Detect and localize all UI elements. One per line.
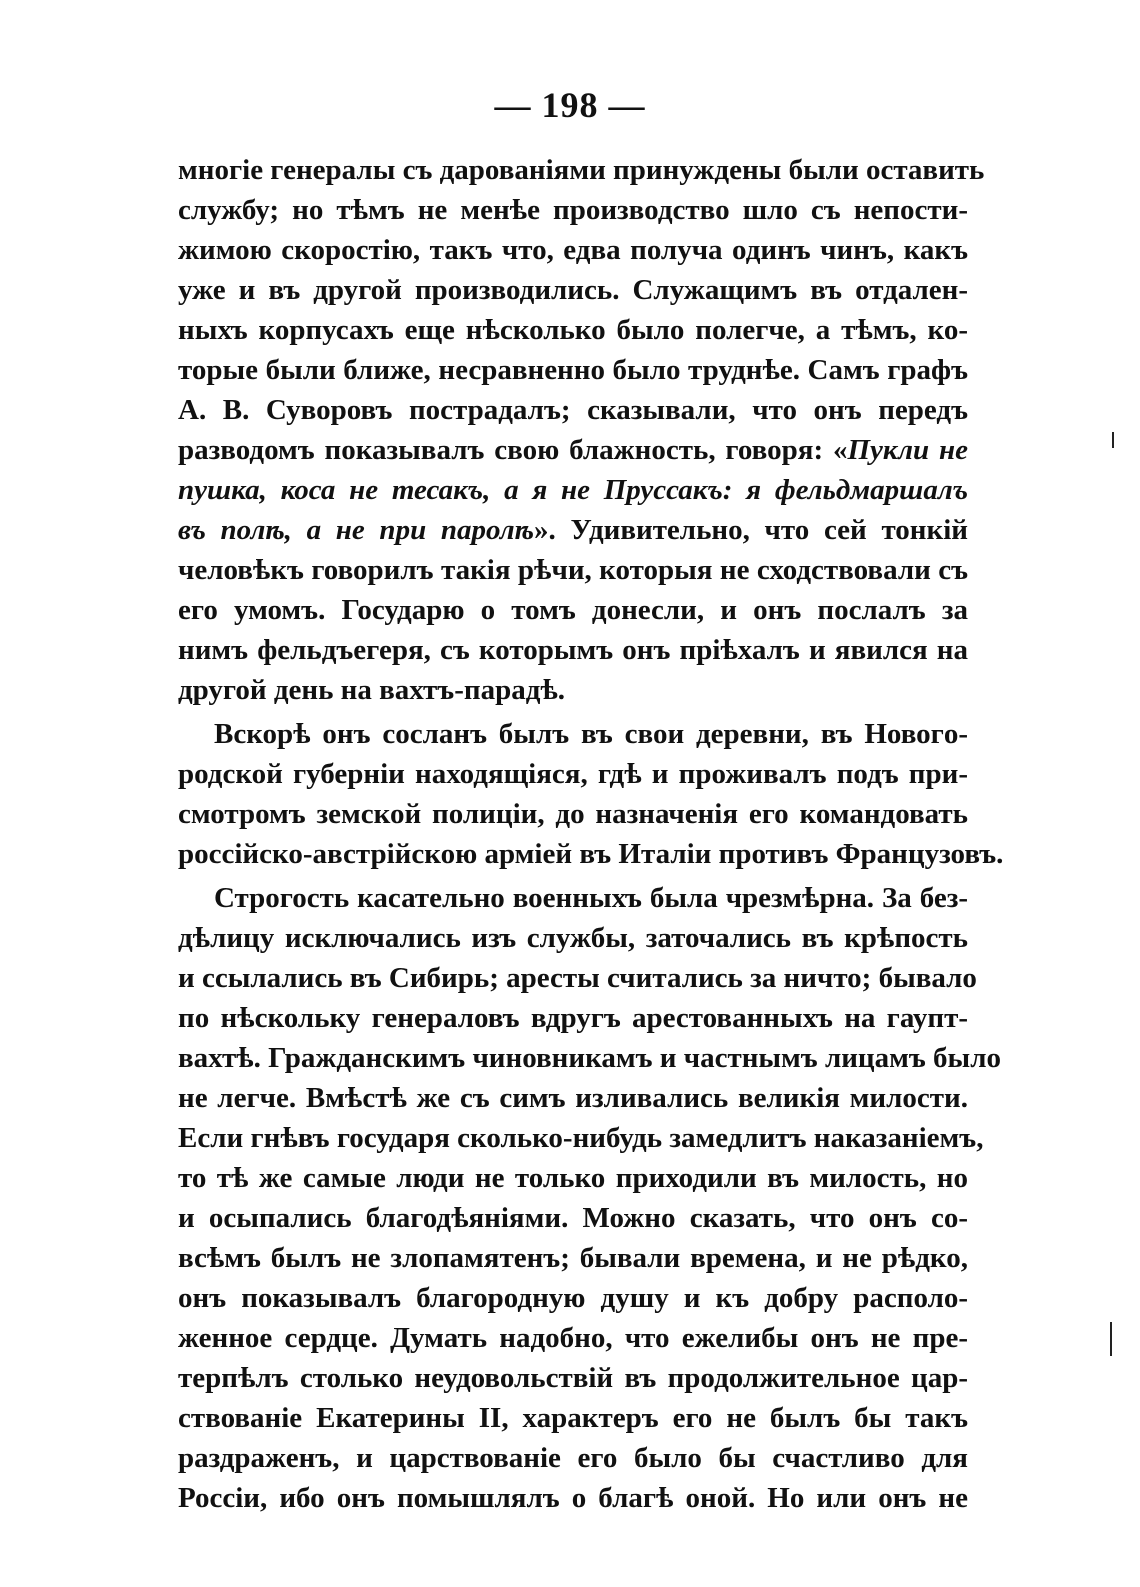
body-text bbox=[178, 150, 1004, 1518]
text-line: и ссылались въ Сибирь; аресты считались за ничто; бывало bbox=[178, 962, 977, 994]
text-line: Если гнѣвъ государя сколько-нибудь замедлитъ наказаніемъ, bbox=[178, 1122, 984, 1154]
text-line: службу; но тѣмъ не менѣе производство шло съ непости- bbox=[178, 194, 968, 226]
text-line: не легче. Вмѣстѣ же съ симъ изливались великія милости. bbox=[178, 1082, 968, 1114]
text-run: ». Удивительно, что сей тонкій bbox=[534, 514, 968, 546]
text-line: женное сердце. Думать надобно, что ежелибы онъ не пре- bbox=[178, 1322, 968, 1354]
scan-mark bbox=[1110, 1322, 1112, 1356]
text-line: А. В. Суворовъ пострадалъ; сказывали, что онъ передъ bbox=[178, 394, 968, 426]
text-line: вахтѣ. Гражданскимъ чиновникамъ и частнымъ лицамъ было bbox=[178, 1042, 1001, 1074]
text-line: Строгость касательно военныхъ была чрезмѣрна. За без- bbox=[214, 882, 968, 914]
text-line: торые были ближе, несравненно было труднѣе. Самъ графъ bbox=[178, 354, 968, 386]
text-line: жимою скоростію, такъ что, едва получа одинъ чинъ, какъ bbox=[178, 234, 968, 266]
scan-mark bbox=[1112, 432, 1114, 448]
text-line: другой день на вахтъ-парадѣ. bbox=[178, 674, 566, 706]
text-line: ныхъ корпусахъ еще нѣсколько было полегче, а тѣмъ, ко- bbox=[178, 314, 968, 346]
quote-text: пушка, коса не тесакъ, а я не Пруссакъ: я фельдмаршалъ bbox=[178, 474, 968, 506]
text-line: Вскорѣ онъ сосланъ былъ въ свои деревни, въ Новогo- bbox=[214, 718, 968, 750]
text-line: смотромъ земской полиціи, до назначенія его командовать bbox=[178, 798, 968, 830]
text-line: всѣмъ былъ не злопамятенъ; бывали времена, и не рѣдко, bbox=[178, 1242, 968, 1274]
text-line: по нѣскольку генераловъ вдругъ арестованныхъ на гаупт- bbox=[178, 1002, 968, 1034]
text-line: и осыпались благодѣяніями. Можно сказать, что онъ со- bbox=[178, 1202, 968, 1234]
text-line: многіе генералы съ дарованіями принуждены были оставить bbox=[178, 154, 985, 186]
text-line: родской губерніи находящіяся, гдѣ и проживалъ подъ при- bbox=[178, 758, 968, 790]
text-line: ствованіе Екатерины II, характеръ его не былъ бы такъ bbox=[178, 1402, 968, 1434]
text-line: то тѣ же самые люди не только приходили въ милость, но bbox=[178, 1162, 968, 1194]
text-line: его умомъ. Государю о томъ донесли, и онъ послалъ за bbox=[178, 594, 968, 626]
text-line: нимъ фельдъегеря, съ которымъ онъ пріѣхалъ и явился на bbox=[178, 634, 968, 666]
text-line: терпѣлъ столько неудовольствій въ продолжительное цар- bbox=[178, 1362, 968, 1394]
text-run: разводомъ показывалъ свою блажность, говоря: « bbox=[178, 434, 848, 466]
text-line: онъ показывалъ благородную душу и къ добру располо- bbox=[178, 1282, 968, 1314]
quote-text: въ полѣ, а не при паролѣ bbox=[178, 514, 535, 546]
text-line: россійско-австрійскою арміей въ Италіи противъ Французовъ. bbox=[178, 838, 1004, 870]
text-line: дѣлицу исключались изъ службы, заточались въ крѣпость bbox=[178, 922, 968, 954]
text-line: раздраженъ, и царствованіе его было бы счастливо для bbox=[178, 1442, 968, 1474]
text-line: Россіи, ибо онъ помышлялъ о благѣ оной. Но или онъ не bbox=[178, 1482, 968, 1514]
page-number: — 198 — bbox=[494, 85, 646, 125]
text-line-quote bbox=[178, 430, 968, 470]
quote-text: Пукли не bbox=[847, 434, 968, 466]
text-line-quote bbox=[178, 470, 968, 510]
text-line: человѣкъ говорилъ такія рѣчи, которыя не сходствовали съ bbox=[178, 554, 968, 586]
text-line-quote bbox=[178, 510, 968, 550]
text-line: уже и въ другой производились. Служащимъ въ отдален- bbox=[178, 274, 968, 306]
